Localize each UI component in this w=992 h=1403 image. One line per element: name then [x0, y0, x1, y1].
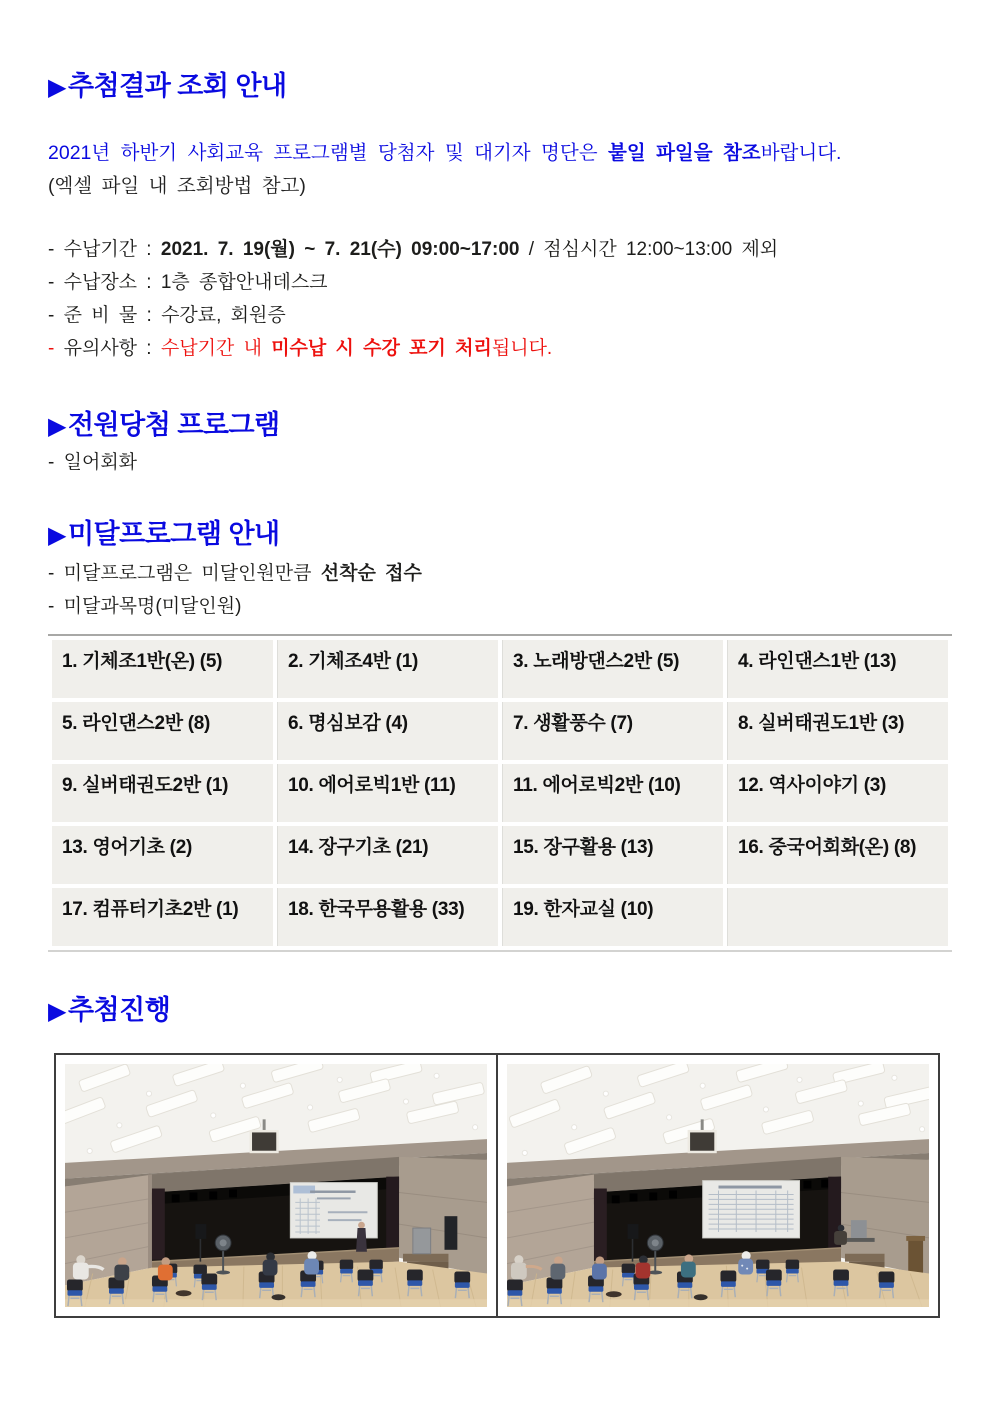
- table-row: [52, 640, 948, 698]
- warning-red-end: 됩니다.: [491, 337, 553, 359]
- first-come-pre: 미달프로그램은 미달인원만큼: [63, 563, 321, 585]
- dash: -: [48, 563, 64, 585]
- triangle-bullet-icon: ▶: [48, 412, 66, 440]
- auditorium-scene-1: [65, 1064, 487, 1307]
- table-cell: 2. 기체조4반 (1): [277, 640, 498, 698]
- table-cell: 17. 컴퓨터기초2반 (1): [52, 888, 273, 946]
- section-title-under-enrolled: [48, 518, 952, 551]
- table-cell: 3. 노래방댄스2반 (5): [502, 640, 723, 698]
- table-cell: 15. 장구활용 (13): [502, 826, 723, 884]
- section-title-lottery-text: 추첨진행: [67, 995, 171, 1026]
- intro-paragraph: [48, 137, 952, 170]
- detail-item-required-items: [48, 299, 952, 332]
- warning-red-text: 수납기간 내: [160, 337, 272, 359]
- all-winner-item-text: 일어회화: [63, 451, 138, 473]
- table-cell: 9. 실버태권도2반 (1): [52, 764, 273, 822]
- section-title-lottery: [48, 994, 952, 1027]
- stage-curtain-left: [594, 1189, 607, 1260]
- table-cell: 14. 장구기초 (21): [277, 826, 498, 884]
- stage-steps: [403, 1254, 448, 1262]
- triangle-bullet-icon: ▶: [48, 74, 66, 101]
- detail-item-warning: [48, 332, 952, 365]
- detail-rest: / 점심시간 12:00~13:00 제외: [519, 238, 779, 260]
- lottery-photos: [54, 1053, 940, 1318]
- detail-item-payment-period: [48, 233, 952, 266]
- intro-note: (엑셀 파일 내 조회방법 참고): [48, 174, 306, 197]
- table-cell: 13. 영어기초 (2): [52, 826, 273, 884]
- section-title-all-winners: [48, 409, 952, 442]
- warning-label: 유의사항 :: [63, 337, 161, 359]
- table-cell: 1. 기체조1반(온) (5): [52, 640, 273, 698]
- warning-red-bold: 미수납 시 수강 포기 처리: [271, 337, 492, 359]
- intro-post: 바랍니다.: [760, 141, 842, 164]
- triangle-bullet-icon: ▶: [48, 998, 66, 1026]
- stage-steps: [845, 1254, 885, 1262]
- first-come-bullet: [48, 558, 952, 589]
- table-cell: 19. 한자교실 (10): [502, 888, 723, 946]
- intro-bold: 붙일 파일을 참조: [607, 141, 761, 164]
- table-cell: 6. 명심보감 (4): [277, 702, 498, 760]
- table-cell: [727, 888, 948, 946]
- first-come-bold: 선착순 접수: [320, 563, 422, 585]
- subject-list-text: 미달과목명(미달인원): [63, 596, 242, 618]
- dash: -: [48, 596, 64, 618]
- programs-table-wrap: [48, 634, 952, 952]
- auditorium-photo-1: [56, 1055, 496, 1316]
- auditorium-scene-2: [507, 1064, 929, 1307]
- all-winner-item: [48, 448, 952, 478]
- table-row: [52, 888, 948, 946]
- table-cell: 12. 역사이야기 (3): [727, 764, 948, 822]
- section-title-result: [48, 70, 952, 103]
- detail-label: 준 비 물 : 수강료, 회원증: [63, 304, 286, 326]
- projection-screen: [703, 1181, 800, 1238]
- stage-curtain-right: [386, 1177, 399, 1250]
- programs-table: [48, 636, 952, 950]
- dash: -: [48, 304, 64, 326]
- detail-bold: 2021. 7. 19(월) ~ 7. 21(수) 09:00~17:00: [160, 238, 520, 260]
- triangle-bullet-icon: ▶: [48, 521, 66, 549]
- detail-label: 수납기간 :: [63, 238, 161, 260]
- dash: -: [48, 271, 64, 293]
- detail-list: [48, 233, 952, 365]
- table-cell: 16. 중국어회화(온) (8): [727, 826, 948, 884]
- subject-list-bullet: [48, 591, 952, 622]
- table-cell: 7. 생활풍수 (7): [502, 702, 723, 760]
- section-title-result-text: 추첨결과 조회 안내: [67, 71, 287, 101]
- dash: -: [48, 238, 64, 260]
- detail-item-payment-place: [48, 266, 952, 299]
- section-title-all-winners-text: 전원당첨 프로그램: [67, 409, 280, 440]
- stage-curtain-left: [152, 1189, 165, 1260]
- table-cell: 4. 라인댄스1반 (13): [727, 640, 948, 698]
- section-title-under-enrolled-text: 미달프로그램 안내: [67, 518, 280, 549]
- auditorium-photo-2: [496, 1055, 938, 1316]
- intro-pre: 2021년 하반기 사회교육 프로그램별 당첨자 및 대기자 명단은: [48, 141, 608, 164]
- table-cell: 8. 실버태권도1반 (3): [727, 702, 948, 760]
- table-row: [52, 764, 948, 822]
- table-row: [52, 702, 948, 760]
- dash: -: [48, 451, 64, 473]
- detail-label: 수납장소 : 1층 종합안내데스크: [63, 271, 328, 293]
- table-row: [52, 826, 948, 884]
- dash: -: [48, 337, 64, 359]
- table-cell: 11. 에어로빅2반 (10): [502, 764, 723, 822]
- table-cell: 10. 에어로빅1반 (11): [277, 764, 498, 822]
- table-cell: 5. 라인댄스2반 (8): [52, 702, 273, 760]
- table-cell: 18. 한국무용활용 (33): [277, 888, 498, 946]
